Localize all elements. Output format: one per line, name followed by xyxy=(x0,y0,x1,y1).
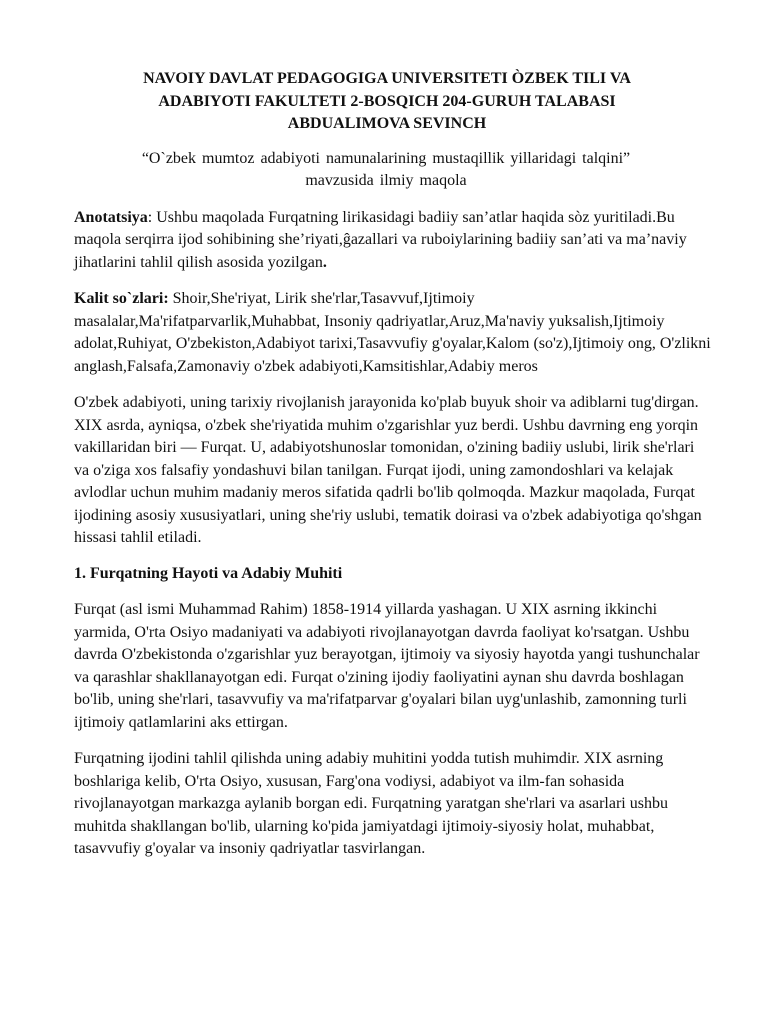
keywords-label: Kalit so`zlari: xyxy=(74,290,169,307)
annotation-end: . xyxy=(322,253,327,271)
keywords-text: Shoir,She'riyat, Lirik she'rlar,Tasavvuf,Ijtimoiy masalalar,Ma'rifatparvarlik,Muhabbat, Insoniy qadriyatlar,Aruz,Ma'naviy yuksalish,Ijtimoiy adolat,Ruhiyat, O'zbekiston,Adabiyot tarixi,Tasavvufiy g'oyalar,Kalom (so'z),Ijtimoiy ong, O'zlikni anglash,Falsafa,Zamonaviy o'zbek adabiyoti,Kamsitishlar,Adabiy meros xyxy=(74,290,711,375)
section-paragraph-1: Furqat (asl ismi Muhammad Rahim) 1858-1914 yillarda yashagan. U XIX asrning ikkinchi yarmida, O'rta Osiyo madaniyati va adabiyoti rivojlanayotgan davrda faoliyat ko'rsatgan. Ushbu davrda O'zbekistonda o'zgarishlar yuz berayotgan, ijtimoiy va siyosiy hayotda yangi tushunchalar va qarashlar shakllanayotgan edi. Furqat o'zining ijodiy faoliyatini aynan shu davrda boshlagan bo'lib, uning she'rlari, tasavvufiy va ma'rifatparvar g'oyalari bilan uyg'unlashib, zamonning turli ijtimoiy qatlamlarini aks ettirgan. xyxy=(74,601,700,731)
article-title xyxy=(74,148,698,193)
annotation-paragraph xyxy=(74,207,712,275)
section-heading: 1. Furqatning Hayoti va Adabiy Muhiti xyxy=(74,564,343,582)
article-title-line-1: “O`zbek mumtoz adabiyoti namunalarining mustaqillik yillaridagi talqini” xyxy=(141,149,631,167)
header-line-1: NAVOIY DAVLAT PEDAGOGIGA UNIVERSITETI ÒZBEK TILI VA xyxy=(143,70,631,87)
header-line-2: ADABIYOTI FAKULTETI 2-BOSQICH 204-GURUH TALABASI xyxy=(158,92,616,110)
intro-paragraph: O'zbek adabiyoti, uning tarixiy rivojlanish jarayonida ko'plab buyuk shoir va adiblarni tug'dirgan. XIX asrda, ayniqsa, o'zbek she'riyatida muhim o'zgarishlar yuz berdi. Ushbu davrning eng yorqin vakillaridan biri — Furqat. U, adabiyotshunoslar tomonidan, o'zining badiiy uslubi, lirik she'rlari va o'ziga xos falsafiy yondashuvi bilan tanilgan. Furqat ijodi, uning zamondoshlari va kelajak avlodlar uchun muhim madaniy meros sifatida qadrli bo'lib qolmoqda. Mazkur maqolada, Furqat ijodining asosiy xususiyatlari, uning she'riy uslubi, tematik doirasi va o'zbek adabiyotiga qo'shgan hissasi tahlil etiladi. xyxy=(74,394,702,546)
annotation-text: : Ushbu maqolada Furqatning lirikasidagi badiiy san’atlar haqida sòz yuritiladi.Bu maqola serqirra ijod sohibining she’riyati,ĝazallari va ruboiylarining badiiy san’ati va ma’naviy jihatlarini tahlil qilish asosida yozilgan xyxy=(74,208,687,271)
document-header xyxy=(74,68,700,136)
header-line-3: ABDUALIMOVA SEVINCH xyxy=(287,115,487,132)
article-title-line-2: mavzusida ilmiy maqola xyxy=(305,172,467,189)
annotation-label: Anotatsiya xyxy=(74,208,148,226)
keywords-paragraph xyxy=(74,288,712,378)
section-paragraph-2: Furqatning ijodini tahlil qilishda uning adabiy muhitini yodda tutish muhimdir. XIX asrning boshlariga kelib, O'rta Osiyo, xususan, Farg'ona vodiysi, adabiyot va ilm-fan sohasida rivojlanayotgan markazga aylanib borgan edi. Furqatning yaratgan she'rlari va asarlari ushbu muhitda shakllangan bo'lib, ularning ko'pida jamiyatdagi ijtimoiy-siyosiy holat, muhabbat, tasavvufiy g'oyalar va insoniy qadriyatlar tasvirlangan. xyxy=(74,750,668,857)
